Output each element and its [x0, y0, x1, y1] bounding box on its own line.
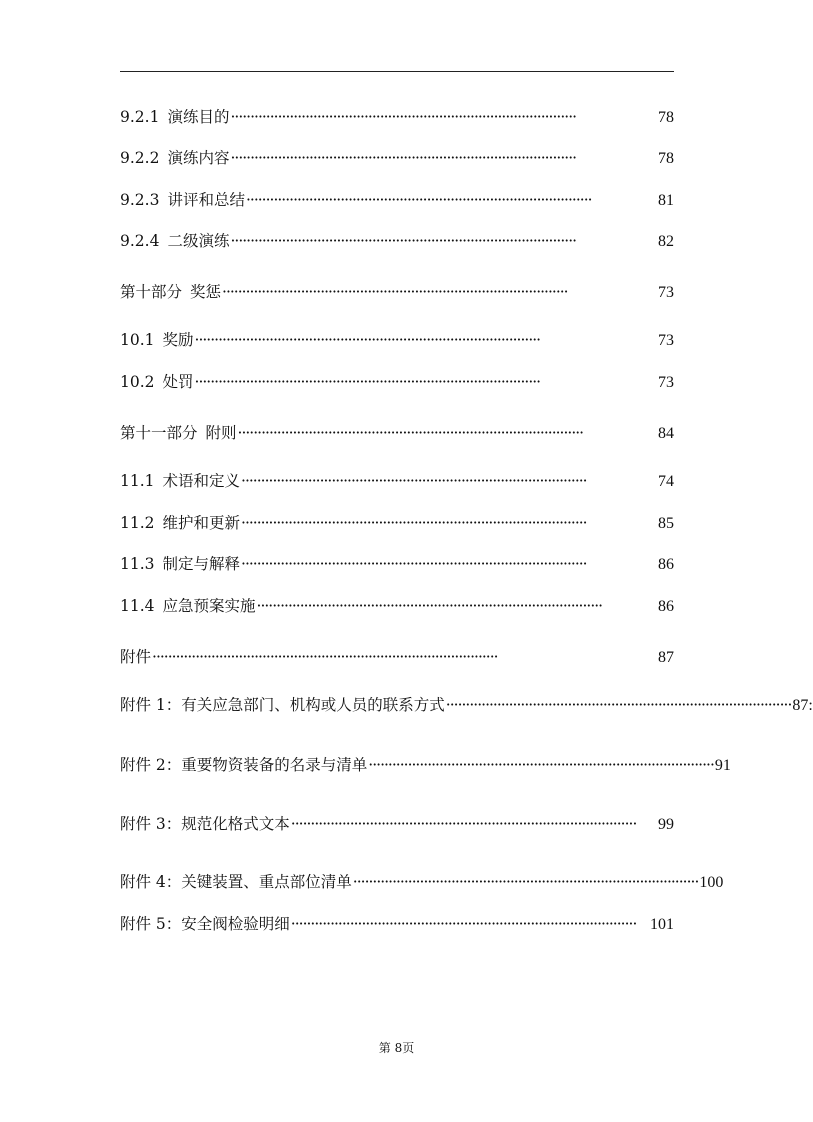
toc-entry-number: 10.2 [120, 373, 155, 391]
toc-dot-leader: ························································································ [230, 108, 577, 126]
toc-entry-title: 附件 5：安全阀检验明细 [120, 915, 290, 933]
toc-appendix-entry[interactable] [120, 646, 674, 668]
toc-dot-leader: ························································································ [194, 331, 541, 349]
toc-dot-leader: ························································································ [241, 514, 587, 532]
toc-entry-title: 附件 4：关键装置、重点部位清单 [120, 873, 352, 891]
toc-entry-page: 74 [658, 473, 674, 490]
toc-dot-leader: ························································································ [256, 597, 603, 615]
toc-entry[interactable] [120, 470, 674, 492]
toc-entry-number: 10.1 [120, 331, 155, 349]
toc-entry-title: 奖惩 [190, 283, 222, 301]
toc-dot-leader: ························································································ [230, 149, 577, 167]
toc-entry-number: 11.2 [120, 514, 155, 532]
toc-entry-title: 附则 [205, 424, 237, 442]
toc-part-entry[interactable] [120, 281, 674, 303]
toc-entry-title: 演练内容 [167, 149, 230, 167]
toc-entry-number: 第十部分 [120, 283, 183, 301]
toc-entry[interactable] [120, 329, 674, 351]
toc-entry-page: 78 [658, 150, 674, 167]
toc-entry-page: 86 [658, 598, 674, 615]
toc-entry-page: 81 [658, 192, 674, 209]
toc-entry[interactable] [120, 371, 674, 393]
toc-entry-title: 应急预案实施 [162, 597, 256, 615]
toc-entry-number: 11.1 [120, 472, 155, 490]
toc-entry-number: 11.3 [120, 555, 155, 573]
toc-entry-page: 73 [658, 284, 674, 301]
toc-dot-leader: ························································································ [445, 696, 792, 714]
toc-entry-number: 9.2.1 [120, 108, 160, 126]
toc-entry-page: 82 [658, 233, 674, 250]
toc-entry-title: 二级演练 [167, 232, 230, 250]
toc-entry-page: 99 [658, 816, 674, 833]
toc-entry-title: 讲评和总结 [167, 191, 245, 209]
toc-appendix-entry[interactable] [120, 913, 674, 935]
toc-entry-title: 维护和更新 [162, 514, 241, 532]
toc-entry-title: 附件 3：规范化格式文本 [120, 815, 290, 833]
toc-entry-title: 制定与解释 [162, 555, 241, 573]
toc-dot-leader: ························································································ [368, 756, 714, 774]
toc-entry[interactable] [120, 147, 674, 169]
toc-appendix-entry[interactable] [120, 871, 724, 893]
toc-entry-page: 101 [650, 916, 674, 933]
toc-entry-page: 87: [792, 697, 813, 714]
toc-dot-leader: ························································································ [245, 191, 592, 209]
toc-entry-page: 73 [658, 374, 674, 391]
toc-dot-leader: ························································································ [230, 232, 577, 250]
toc-entry-page: 100 [699, 874, 724, 891]
page-number-footer: 第 8页 [378, 1041, 415, 1055]
toc-entry-page: 91 [714, 757, 731, 774]
toc-dot-leader: ························································································ [241, 472, 587, 490]
toc-dot-leader: ························································································ [237, 424, 584, 442]
toc-entry-page: 73 [658, 332, 674, 349]
toc-entry-page: 78 [658, 109, 674, 126]
toc-entry-number: 11.4 [120, 597, 155, 615]
toc-dot-leader: ························································································ [352, 873, 699, 891]
toc-part-entry[interactable] [120, 422, 674, 444]
toc-entry-number: 第十一部分 [120, 424, 198, 442]
toc-entry-number: 9.2.3 [120, 191, 160, 209]
toc-dot-leader: ························································································ [222, 283, 568, 301]
toc-entry-page: 84 [658, 425, 674, 442]
toc-appendix-entry[interactable] [120, 754, 731, 776]
toc-dot-leader: ························································································ [241, 555, 587, 573]
toc-entry-title: 奖励 [162, 331, 194, 349]
toc-entry[interactable] [120, 230, 674, 252]
toc-entry-number: 9.2.2 [120, 149, 160, 167]
toc-dot-leader: ························································································ [194, 373, 541, 391]
toc-entry[interactable] [120, 595, 674, 617]
toc-entry-title: 处罚 [162, 373, 194, 391]
toc-entry-title: 附件 [120, 648, 152, 666]
toc-entry[interactable] [120, 512, 674, 534]
toc-entry-page: 85 [658, 515, 674, 532]
toc-entry-title: 附件 1：有关应急部门、机构或人员的联系方式 [120, 696, 445, 714]
toc-appendix-entry[interactable] [120, 694, 813, 716]
toc-entry-title: 术语和定义 [162, 472, 241, 490]
toc-dot-leader: ························································································ [152, 648, 498, 666]
toc-entry-page: 87 [658, 649, 674, 666]
toc-entry[interactable] [120, 106, 674, 128]
toc-entry[interactable] [120, 553, 674, 575]
toc-entry-number: 9.2.4 [120, 232, 160, 250]
toc-entry-title: 附件 2：重要物资装备的名录与清单 [120, 756, 368, 774]
toc-dot-leader: ························································································ [290, 815, 637, 833]
toc-dot-leader: ························································································ [290, 915, 637, 933]
toc-appendix-entry[interactable] [120, 813, 674, 835]
toc-entry-page: 86 [658, 556, 674, 573]
toc-entry-title: 演练目的 [167, 108, 230, 126]
toc-entry[interactable] [120, 189, 674, 211]
